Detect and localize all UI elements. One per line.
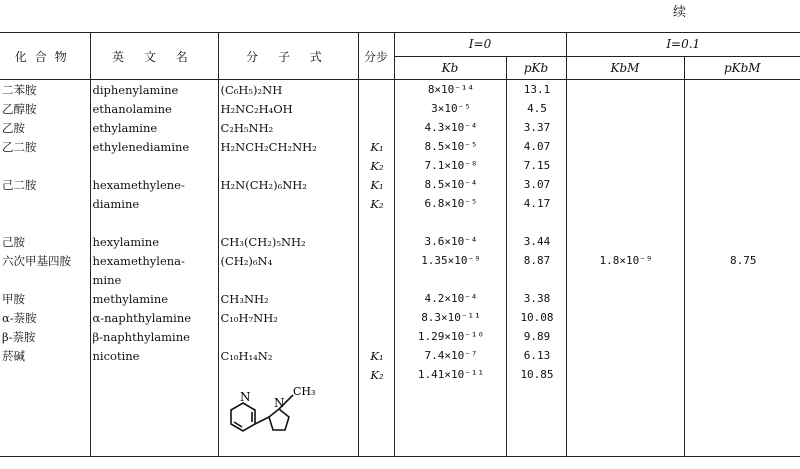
compound-cn: 乙二胺 (2, 139, 37, 154)
pkbm-value (684, 175, 800, 194)
table-row (0, 156, 800, 175)
compound-cn (0, 194, 90, 213)
formula: H₂NCH₂CH₂NH₂ (218, 137, 358, 156)
kbm-value (566, 194, 684, 213)
pkbm-value (684, 308, 800, 327)
formula (218, 156, 358, 175)
step (358, 80, 394, 100)
kb-value: 1.29×10⁻¹⁰ (394, 327, 506, 346)
header-pkb: pKb (506, 56, 566, 80)
english-name: hexamethylene- (90, 175, 218, 194)
kbm-value (566, 365, 684, 384)
table-row (0, 346, 800, 365)
compound-cn: 乙醇胺 (2, 101, 37, 116)
kbm-value (566, 270, 684, 289)
pkbm-value (684, 194, 800, 213)
pkbm-value (684, 118, 800, 137)
english-name (90, 213, 218, 232)
methyl-label: CH₃ (292, 384, 315, 398)
pkb-value: 3.37 (506, 118, 566, 137)
pkb-value: 9.89 (506, 327, 566, 346)
formula: CH₃NH₂ (218, 289, 358, 308)
step (358, 213, 394, 232)
pkb-value: 4.17 (506, 194, 566, 213)
kbm-value (566, 156, 684, 175)
kbm-value (566, 118, 684, 137)
table-row (0, 365, 800, 384)
english-name (90, 156, 218, 175)
kb-value: 4.2×10⁻⁴ (394, 289, 506, 308)
compound-cn: 己胺 (2, 234, 25, 249)
header-kbm: KbM (566, 56, 684, 80)
kbm-value (566, 80, 684, 100)
kb-value: 4.3×10⁻⁴ (394, 118, 506, 137)
kb-value: 8.5×10⁻⁵ (394, 137, 506, 156)
pkb-value: 7.15 (506, 156, 566, 175)
formula (218, 327, 358, 346)
formula: C₂H₅NH₂ (218, 118, 358, 137)
pkb-value: 4.5 (506, 99, 566, 118)
english-name: hexamethylena- (90, 251, 218, 270)
header-formula: 分 子 式 (218, 33, 358, 80)
table-row (0, 270, 800, 289)
pyrrolidine-n-label: N (273, 395, 284, 410)
table-row (0, 80, 800, 100)
step: K₁ (358, 175, 394, 194)
step (358, 270, 394, 289)
english-name: nicotine (90, 346, 218, 365)
formula: CH₃(CH₂)₅NH₂ (218, 232, 358, 251)
formula: C₁₀H₁₄N₂ (218, 346, 358, 365)
english-name: ethanolamine (90, 99, 218, 118)
pkb-value: 10.85 (506, 365, 566, 384)
kb-value: 1.41×10⁻¹¹ (394, 365, 506, 384)
step: K₂ (358, 156, 394, 175)
pkbm-value (684, 156, 800, 175)
step (358, 308, 394, 327)
kbm-value (566, 232, 684, 251)
pyridine-n-label: N (239, 389, 250, 404)
header-step: 分步 (358, 33, 394, 80)
table-row (0, 251, 800, 270)
kb-value: 8×10⁻¹⁴ (394, 80, 506, 100)
compound-cn (0, 365, 90, 384)
compound-cn (0, 270, 90, 289)
formula: (CH₂)₆N₄ (218, 251, 358, 270)
compound-cn: 甲胺 (2, 291, 25, 306)
kb-value: 3×10⁻⁵ (394, 99, 506, 118)
english-name: α-naphthylamine (90, 308, 218, 327)
pkb-value: 4.07 (506, 137, 566, 156)
kbm-value (566, 137, 684, 156)
header-pkbm: pKbM (684, 56, 800, 80)
table-row (0, 289, 800, 308)
formula: (C₆H₅)₂NH (218, 80, 358, 100)
pkbm-value (684, 213, 800, 232)
pkb-value (506, 213, 566, 232)
step (358, 289, 394, 308)
kbm-value (566, 289, 684, 308)
english-name: mine (90, 270, 218, 289)
pkbm-value (684, 137, 800, 156)
pkb-value: 3.44 (506, 232, 566, 251)
header-compound: 化合物 (0, 33, 90, 80)
structure-row (0, 384, 800, 456)
kbm-value (566, 213, 684, 232)
compound-cn: 二苯胺 (2, 82, 37, 97)
kb-value: 8.5×10⁻⁴ (394, 175, 506, 194)
table-row (0, 232, 800, 251)
header-english: 英 文 名 (90, 33, 218, 80)
table-row (0, 175, 800, 194)
pkbm-value (684, 270, 800, 289)
english-name: β-naphthylamine (90, 327, 218, 346)
table-row (0, 194, 800, 213)
kb-value: 1.35×10⁻⁹ (394, 251, 506, 270)
english-name: ethylenediamine (90, 137, 218, 156)
pkbm-value (684, 99, 800, 118)
step (358, 99, 394, 118)
compound-cn (0, 213, 90, 232)
table-row (0, 137, 800, 156)
pkbm-value (684, 327, 800, 346)
pkb-value: 10.08 (506, 308, 566, 327)
pkbm-value (684, 289, 800, 308)
step: K₂ (358, 194, 394, 213)
kb-value: 3.6×10⁻⁴ (394, 232, 506, 251)
compound-cn: 六次甲基四胺 (2, 253, 71, 268)
compound-cn: 乙胺 (2, 120, 25, 135)
table-row (0, 327, 800, 346)
step (358, 232, 394, 251)
step: K₁ (358, 137, 394, 156)
pkbm-value (684, 80, 800, 100)
formula (218, 270, 358, 289)
formula (218, 213, 358, 232)
kb-value (394, 270, 506, 289)
compound-cn (0, 156, 90, 175)
english-name: methylamine (90, 289, 218, 308)
header-group-i01: I=0.1 (566, 33, 800, 57)
step: K₂ (358, 365, 394, 384)
kb-value: 7.4×10⁻⁷ (394, 346, 506, 365)
pkbm-value: 8.75 (684, 251, 800, 270)
step (358, 327, 394, 346)
english-name: hexylamine (90, 232, 218, 251)
compound-cn: 菸碱 (2, 348, 25, 363)
pkb-value: 6.13 (506, 346, 566, 365)
table-row (0, 308, 800, 327)
header-group-i0: I=0 (394, 33, 566, 57)
pkbm-value (684, 232, 800, 251)
kb-value: 6.8×10⁻⁵ (394, 194, 506, 213)
english-name: diamine (90, 194, 218, 213)
formula (218, 194, 358, 213)
compound-cn: 己二胺 (2, 177, 37, 192)
formula: H₂N(CH₂)₆NH₂ (218, 175, 358, 194)
step (358, 118, 394, 137)
pkb-value: 8.87 (506, 251, 566, 270)
header-kb: Kb (394, 56, 506, 80)
kb-value: 7.1×10⁻⁸ (394, 156, 506, 175)
pkb-value (506, 270, 566, 289)
step (358, 251, 394, 270)
compound-cn: α-萘胺 (2, 310, 37, 325)
pkbm-value (684, 346, 800, 365)
formula: C₁₀H₇NH₂ (218, 308, 358, 327)
pkb-value: 3.07 (506, 175, 566, 194)
kbm-value (566, 327, 684, 346)
english-name: diphenylamine (90, 80, 218, 100)
formula: H₂NC₂H₄OH (218, 99, 358, 118)
table-row (0, 213, 800, 232)
table-row (0, 99, 800, 118)
kbm-value (566, 308, 684, 327)
kb-value (394, 213, 506, 232)
formula (218, 365, 358, 384)
table-row (0, 118, 800, 137)
kbm-value (566, 175, 684, 194)
step: K₁ (358, 346, 394, 365)
nicotine-structure (218, 384, 358, 456)
kb-value: 8.3×10⁻¹¹ (394, 308, 506, 327)
kbm-value (566, 99, 684, 118)
english-name: ethylamine (90, 118, 218, 137)
english-name (90, 365, 218, 384)
continued-mark: 续 (672, 5, 686, 20)
base-constants-table (0, 32, 800, 457)
compound-cn: β-萘胺 (2, 329, 36, 344)
pkbm-value (684, 365, 800, 384)
pkb-value: 3.38 (506, 289, 566, 308)
kbm-value: 1.8×10⁻⁹ (566, 251, 684, 270)
pkb-value: 13.1 (506, 80, 566, 100)
kbm-value (566, 346, 684, 365)
